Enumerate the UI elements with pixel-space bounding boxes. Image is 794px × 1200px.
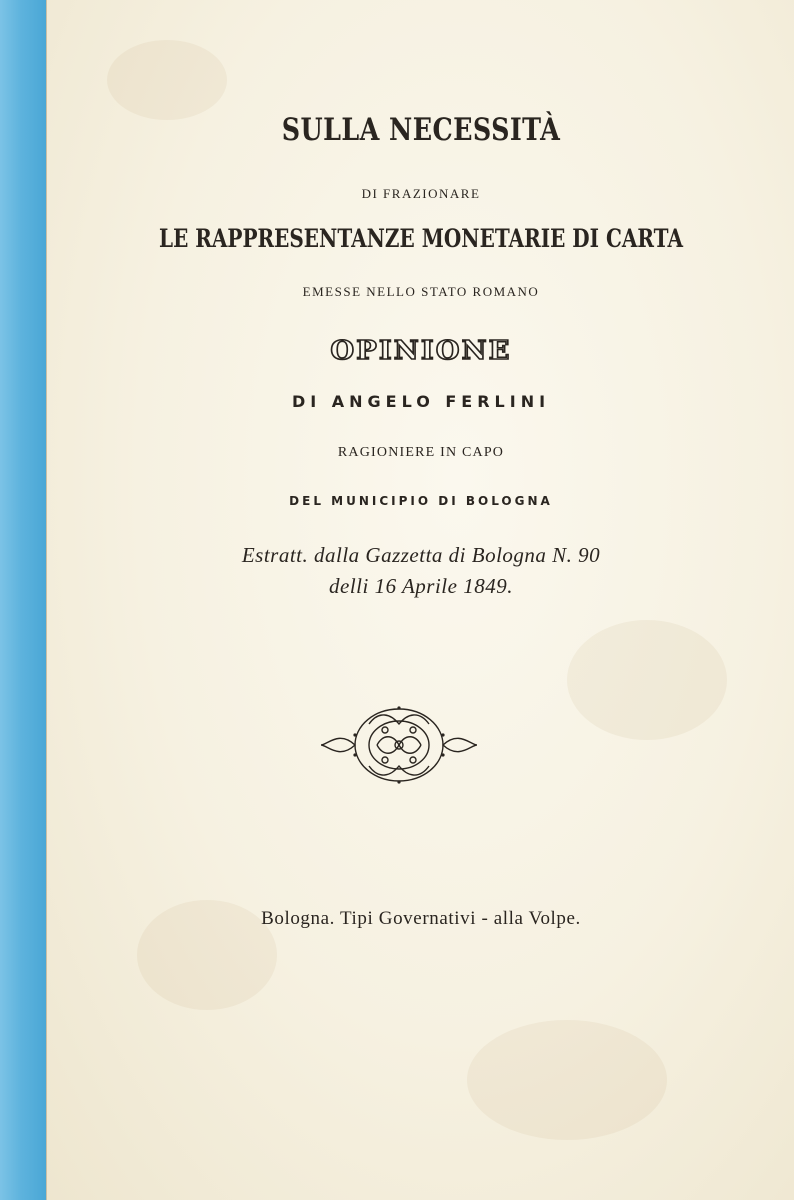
- opinione-heading: OPINIONE: [330, 336, 512, 366]
- extract-note-line-2: delli 16 Aprile 1849.: [329, 574, 513, 598]
- blue-cover-spine: [0, 0, 46, 1200]
- paper-stain: [567, 620, 727, 740]
- extract-note-line-1: Estratt. dalla Gazzetta di Bologna N. 90: [241, 543, 601, 567]
- printer-imprint: Bologna. Tipi Governativi - alla Volpe.: [261, 908, 581, 929]
- author-role: RAGIONIERE IN CAPO: [337, 445, 505, 460]
- secondary-title: LE RAPPRESENTANZE MONETARIE DI CARTA: [159, 224, 683, 253]
- subtitle-line-2: EMESSE NELLO STATO ROMANO: [302, 284, 540, 299]
- subtitle-line: DI FRAZIONARE: [361, 186, 481, 201]
- main-title: SULLA NECESSITÀ: [281, 112, 561, 148]
- typographic-fleuron-icon: [319, 700, 479, 790]
- paper-stain: [107, 40, 227, 120]
- municipio-line: DEL MUNICIPIO DI BOLOGNA: [289, 494, 553, 508]
- paper-stain: [467, 1020, 667, 1140]
- author-line: DI ANGELO FERLINI: [291, 392, 551, 411]
- title-page: [46, 0, 794, 1200]
